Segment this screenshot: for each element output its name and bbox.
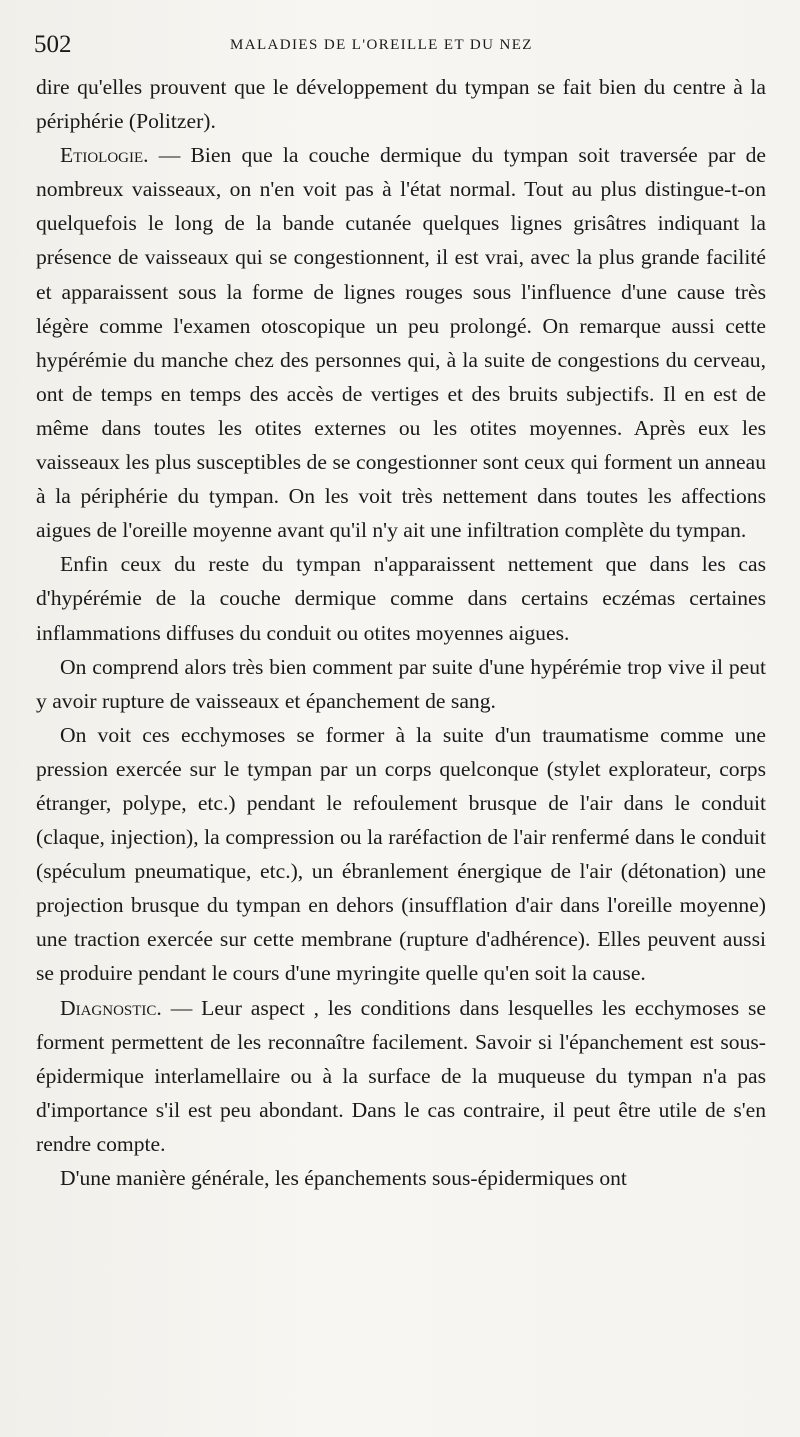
section-heading-etiologie: Etiologie.: [60, 143, 149, 168]
paragraph-text: D'une manière générale, les épanchements sous-épidermiques ont: [60, 1166, 627, 1190]
paragraph-continuation: [36, 70, 766, 138]
paragraph-text: dire qu'elles prouvent que le développement du tympan se fait bien du centre à la périphérie (Politzer).: [36, 75, 766, 134]
section-heading-diagnostic: Diagnostic.: [60, 995, 162, 1020]
paragraph: [36, 1161, 766, 1195]
paragraph: [36, 718, 766, 991]
page-number: 502: [34, 31, 72, 58]
paragraph-text: On voit ces ecchymoses se former à la suite d'un traumatisme comme une pression exercée sur le tympan par un corps quelconque (stylet explorateur, corps étranger, polype, etc.) pendant le refoulement brusque de l'air dans le conduit (claque, injection), la compression ou la raréfaction de l'air renfermé dans le conduit (spéculum pneumatique, etc.), un ébranlement énergique de l'air (détonation) une projection brusque du tympan en dehors (insufflation d'air dans l'oreille moyenne) une traction exercée sur cette membrane (rupture d'adhérence). Elles peuvent aussi se produire pendant le cours d'une myringite quelle qu'en soit la cause.: [36, 722, 766, 986]
paragraph: [36, 650, 766, 718]
paragraph-text: Enfin ceux du reste du tympan n'apparaissent nettement que dans les cas d'hypérémie de la couche dermique comme dans certains eczémas certaines inflammations diffuses du conduit ou otites moyennes aigues.: [36, 552, 766, 645]
body-text: [36, 70, 766, 1195]
paragraph-text: On comprend alors très bien comment par suite d'une hypérémie trop vive il peut y avoir rupture de vaisseaux et épanchement de sang.: [36, 654, 766, 713]
paragraph-text: — Bien que la couche dermique du tympan soit traversée par de nombreux vaisseaux, on n'en voit pas à l'état normal. Tout au plus distingue-t-on quelquefois le long de la bande cutanée quelques lignes grisâtres indiquant la présence de vaisseaux qui se congestionnent, il est vrai, avec la plus grande facilité et apparaissent sous la forme de lignes rouges sous l'influence d'une cause très légère comme l'examen otoscopique un peu prolongé. On remarque aussi cette hypérémie du manche chez des personnes qui, à la suite de congestions du cerveau, ont de temps en temps des accès de vertiges et des bruits subjectifs. Il en est de même dans toutes les otites externes ou les otites moyennes. Après eux les vaisseaux les plus susceptibles de se congestionner sont ceux qui forment un anneau à la périphérie du tympan. On les voit très nettement dans toutes les affections aigues de l'oreille moyenne avant qu'il n'y ait une infiltration complète du tympan.: [36, 143, 766, 543]
paragraph-text: — Leur aspect , les conditions dans lesquelles les ecchymoses se forment permettent de les reconnaître facilement. Savoir si l'épanchement est sous-épidermique interlamellaire ou à la surface de la muqueuse du tympan n'a pas d'importance s'il est peu abondant. Dans le cas contraire, il peut être utile de s'en rendre compte.: [36, 995, 766, 1156]
paragraph-diagnostic: [36, 991, 766, 1161]
paragraph: [36, 547, 766, 649]
paragraph-etiologie: [36, 138, 766, 547]
page-header: [34, 30, 774, 60]
running-title: MALADIES DE L'OREILLE ET DU NEZ: [230, 37, 533, 53]
